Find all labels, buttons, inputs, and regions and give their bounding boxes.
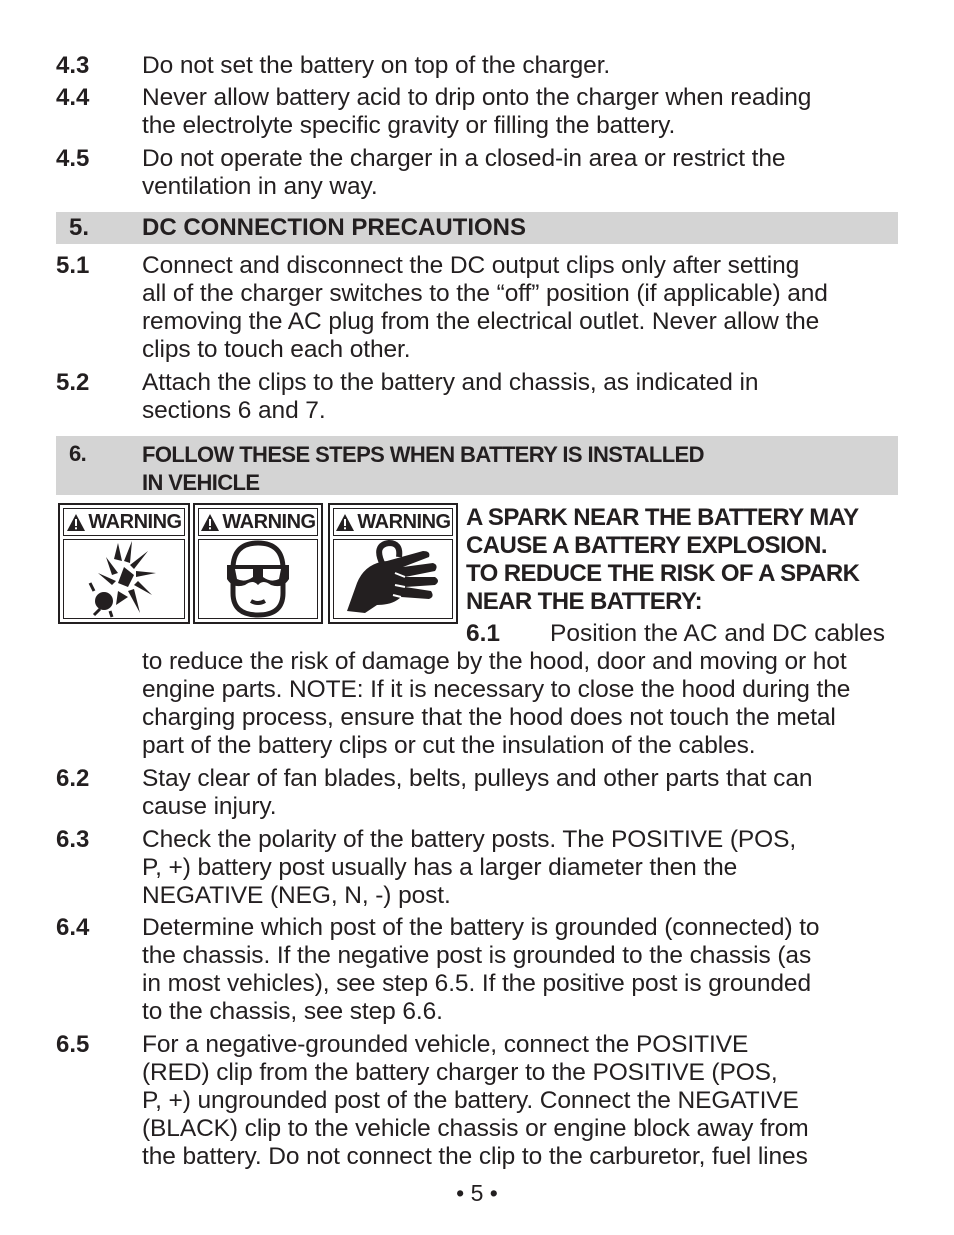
item-text-line: Do not operate the charger in a closed-in area or restrict the [142,145,786,172]
spark-warning-line: TO REDUCE THE RISK OF A SPARK [466,560,860,587]
item-number: 6.4 [56,914,90,941]
item-4-3 [56,52,901,80]
section-title: DC CONNECTION PRECAUTIONS [142,214,527,241]
item-number: 4.5 [56,145,90,172]
item-text-line: (BLACK) clip to the vehicle chassis or engine block away from [142,1115,809,1142]
item-text-line: cause injury. [142,793,277,820]
section-title-line: IN VEHICLE [142,470,260,495]
item-text-line: the chassis. If the negative post is grounded to the chassis (as [142,942,812,969]
item-number: 6.3 [56,826,90,853]
item-text-line: P, +) battery post usually has a larger diameter then the [142,854,738,881]
spark-warning-line: A SPARK NEAR THE BATTERY MAY [466,504,859,531]
item-number: 6.2 [56,765,90,792]
item-text-line: Determine which post of the battery is grounded (connected) to [142,914,820,941]
item-6-2 [56,765,901,821]
alert-triangle-icon [66,513,86,532]
explosion-icon [88,539,160,619]
item-5-1 [56,252,901,364]
warning-pictogram [63,539,185,619]
section-5-header [56,212,898,244]
item-text-line: to reduce the risk of damage by the hood, door and moving or hot [142,648,847,675]
item-6-1-first-line [466,620,906,648]
section-6-header [56,436,898,495]
item-text-line: Do not set the battery on top of the charger. [142,52,611,79]
item-text-line: NEGATIVE (NEG, N, -) post. [142,882,451,909]
section-number: 5. [69,214,90,241]
item-4-5 [56,145,901,201]
item-text-line: sections 6 and 7. [142,397,326,424]
item-6-5 [56,1031,901,1171]
spark-warning-line: CAUSE A BATTERY EXPLOSION. [466,532,827,559]
item-text-line: (RED) clip from the battery charger to the POSITIVE (POS, [142,1059,778,1086]
item-6-1-body [56,648,901,760]
item-text-line: the battery. Do not connect the clip to the carburetor, fuel lines [142,1143,808,1170]
spark-warning-line: NEAR THE BATTERY: [466,588,703,615]
item-4-4 [56,84,901,140]
safety-goggles-icon [223,539,293,619]
item-text-line: Attach the clips to the battery and chassis, as indicated in [142,369,759,396]
warning-pictogram [333,539,453,619]
item-text-line: the electrolyte specific gravity or filling the battery. [142,112,676,139]
item-text-line: For a negative-grounded vehicle, connect the POSITIVE [142,1031,749,1058]
item-number: 5.2 [56,369,90,396]
item-text-line: part of the battery clips or cut the insulation of the cables. [142,732,756,759]
warning-eye-protection [193,503,323,624]
warning-hand-protection [328,503,458,624]
item-number: 4.4 [56,84,90,111]
item-text-line: removing the AC plug from the electrical outlet. Never allow the [142,308,820,335]
warning-header [63,508,185,536]
item-number: 6.1 [466,620,501,647]
item-text-line: clips to touch each other. [142,336,411,363]
warning-label: WARNING [222,510,316,533]
section-title-line: FOLLOW THESE STEPS WHEN BATTERY IS INSTALLED [142,442,704,467]
alert-triangle-icon [200,513,220,532]
item-text-line: charging process, ensure that the hood does not touch the metal [142,704,836,731]
item-text-line: engine parts. NOTE: If it is necessary to close the hood during the [142,676,851,703]
item-number: 4.3 [56,52,90,79]
item-text-line: all of the charger switches to the “off” position (if applicable) and [142,280,828,307]
spark-warning [466,504,906,616]
alert-triangle-icon [335,513,355,532]
rubber-glove-icon [343,539,443,619]
warning-header [198,508,318,536]
item-text-line: ventilation in any way. [142,173,378,200]
item-text-line: Position the AC and DC cables [550,620,886,647]
page-number: • 5 • [456,1180,498,1206]
item-5-2 [56,369,901,425]
item-text-line: to the chassis, see step 6.6. [142,998,443,1025]
item-number: 5.1 [56,252,90,279]
warning-pictogram [198,539,318,619]
item-text-line: P, +) ungrounded post of the battery. Connect the NEGATIVE [142,1087,799,1114]
item-text-line: in most vehicles), see step 6.5. If the positive post is grounded [142,970,811,997]
item-text-line: Check the polarity of the battery posts. The POSITIVE (POS, [142,826,797,853]
section-number: 6. [69,441,87,466]
item-number: 6.5 [56,1031,90,1058]
warning-explosion [58,503,190,624]
item-text-line: Stay clear of fan blades, belts, pulleys and other parts that can [142,765,813,792]
warning-header [333,508,453,536]
warning-label: WARNING [88,510,182,533]
item-6-4 [56,914,901,1026]
item-text-line: Never allow battery acid to drip onto the charger when reading [142,84,812,111]
item-6-3 [56,826,901,910]
warning-label: WARNING [357,510,451,533]
item-text-line: Connect and disconnect the DC output clips only after setting [142,252,800,279]
